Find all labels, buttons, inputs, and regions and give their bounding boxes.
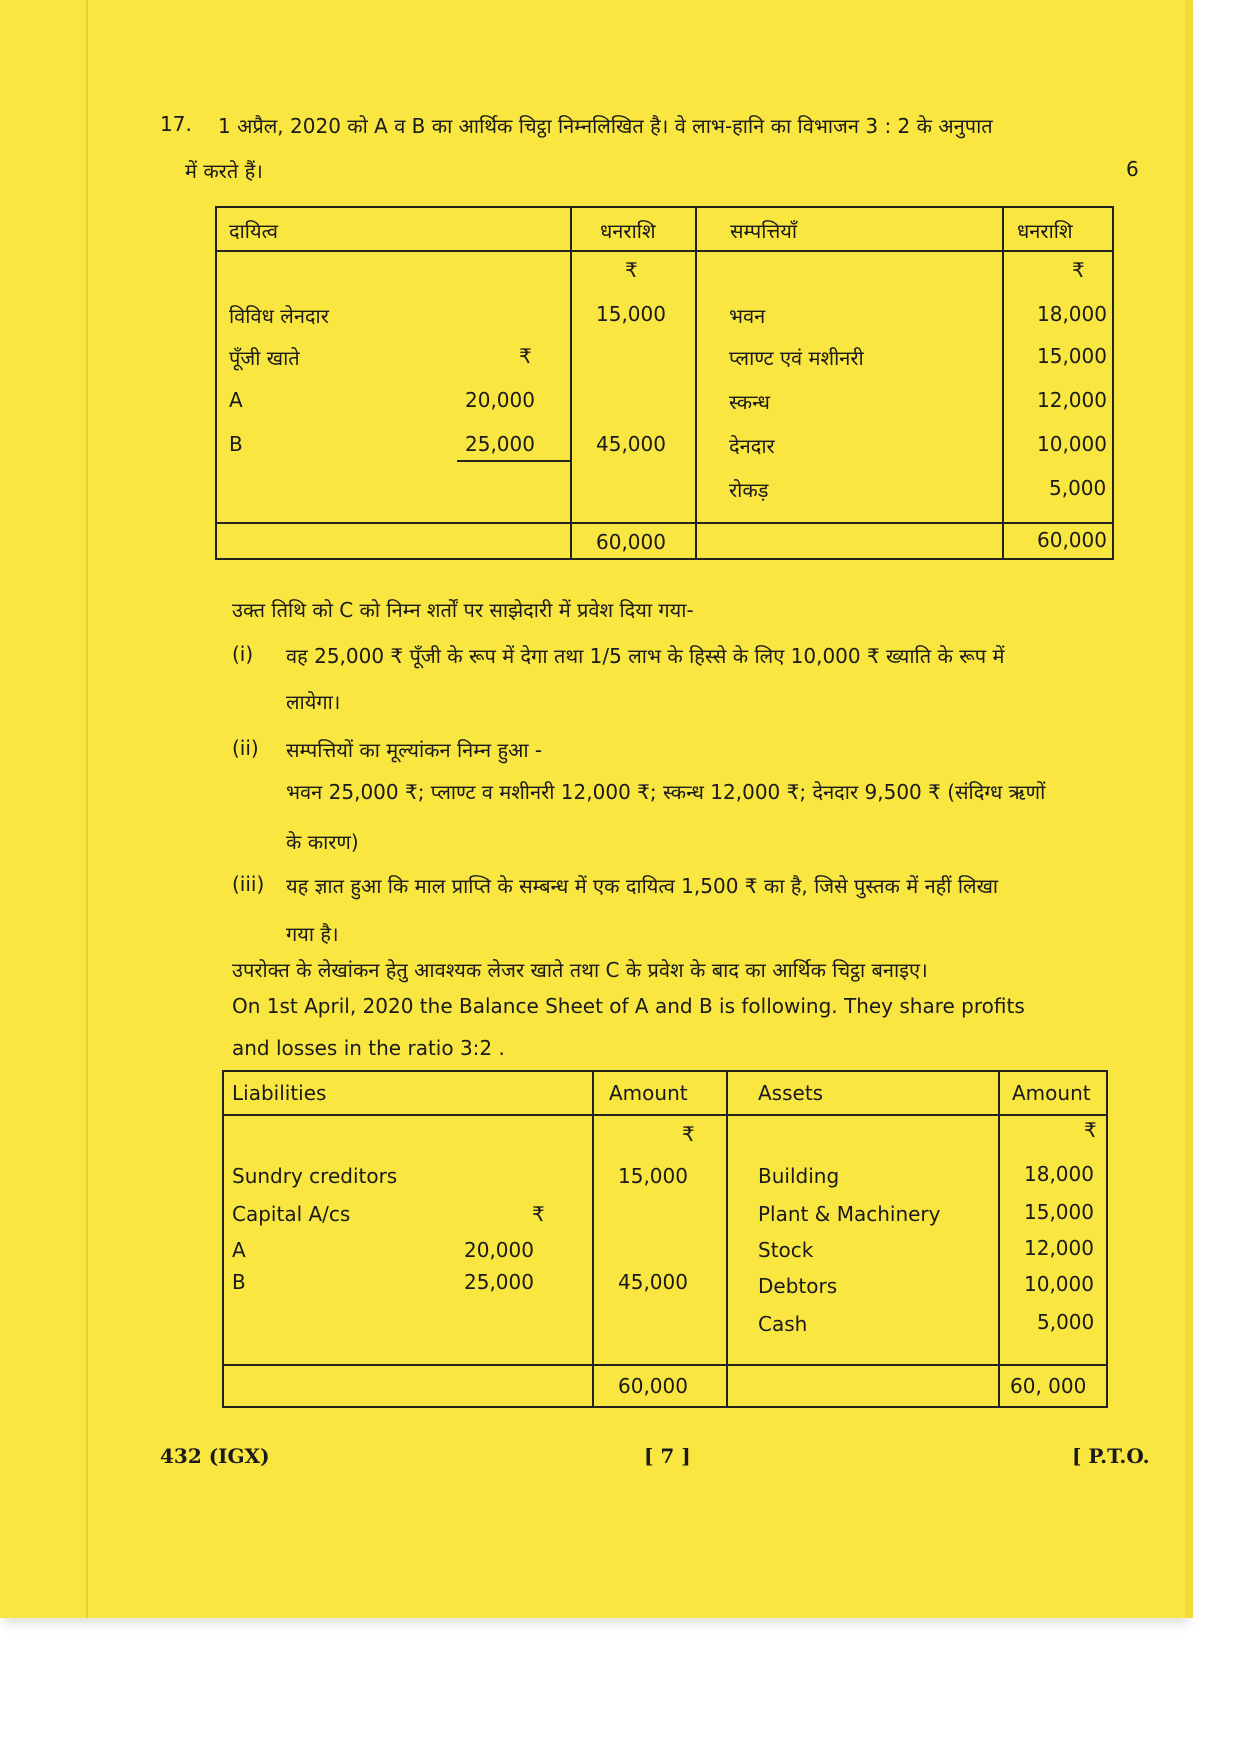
question-intro-hi-line2: में करते हैं। (185, 159, 263, 183)
asset-debtors-amount: 10,000 (1037, 432, 1107, 456)
asset-debtors-amount: 10,000 (1024, 1272, 1094, 1296)
capital-currency-symbol: ₹ (519, 344, 532, 368)
balance-sheet-english (222, 1070, 1108, 1408)
asset-building-label: Building (758, 1164, 840, 1188)
term-ii-line1: सम्पत्तियों का मूल्यांकन निम्न हुआ - (286, 738, 543, 762)
asset-building-amount: 18,000 (1024, 1162, 1094, 1186)
partner-a-amount: 20,000 (464, 1238, 534, 1262)
question-intro-hi-line1: 1 अप्रैल, 2020 को A व B का आर्थिक चिट्ठा निम्नलिखित है। वे लाभ-हानि का विभाजन 3 : 2 के अनुपात (218, 114, 993, 138)
total-liabilities: 60,000 (618, 1374, 688, 1398)
english-intro-line2: and losses in the ratio 3:2 . (232, 1036, 505, 1060)
amount2-currency-symbol: ₹ (1072, 258, 1085, 282)
asset-cash-amount: 5,000 (1049, 476, 1107, 500)
please-turn-over: [ P.T.O. (1072, 1444, 1150, 1468)
term-ii-line3: के कारण) (286, 830, 359, 854)
subtotal-underline (457, 460, 570, 462)
page-number: [ 7 ] (644, 1444, 691, 1468)
asset-plant-amount: 15,000 (1037, 344, 1107, 368)
partner-b-amount: 25,000 (464, 1270, 534, 1294)
term-i-line1: वह 25,000 ₹ पूँजी के रूप में देगा तथा 1/5 लाभ के हिस्से के लिए 10,000 ₹ ख्याति के रूप में (286, 644, 1005, 668)
term-iii-line1: यह ज्ञात हुआ कि माल प्राप्ति के सम्बन्ध में एक दायित्व 1,500 ₹ का है, जिसे पुस्तक में नहीं लिखा (286, 874, 999, 898)
header-amount: Amount (609, 1081, 688, 1105)
sundry-creditors-amount: 15,000 (596, 302, 666, 326)
asset-building-amount: 18,000 (1037, 302, 1107, 326)
total-liabilities: 60,000 (596, 530, 666, 554)
paper-fold-line (86, 0, 88, 1618)
amount-currency-symbol: ₹ (625, 258, 638, 282)
capital-accounts-label: पूँजी खाते (229, 346, 300, 370)
capital-accounts-label: Capital A/cs (232, 1202, 351, 1226)
asset-stock-amount: 12,000 (1037, 388, 1107, 412)
total-assets: 60,000 (1037, 528, 1107, 552)
paper-code: 432 (IGX) (160, 1444, 270, 1468)
partner-b-label: B (232, 1270, 246, 1294)
total-assets: 60, 000 (1010, 1374, 1087, 1398)
table-body-row (223, 1115, 1107, 1365)
term-iii-line2: गया है। (286, 922, 339, 946)
table-body-row (216, 251, 1113, 523)
balance-sheet-hindi (215, 206, 1114, 560)
asset-stock-label: स्कन्ध (729, 390, 770, 414)
asset-building-label: भवन (729, 304, 766, 328)
capital-total-amount: 45,000 (596, 432, 666, 456)
capital-currency-symbol: ₹ (532, 1202, 545, 1226)
term-i-label: (i) (232, 642, 254, 666)
table-header-row (223, 1071, 1107, 1115)
header-amount-2: धनराशि (1017, 219, 1073, 243)
partner-a-label: A (232, 1238, 246, 1262)
header-liabilities: दायित्व (229, 219, 278, 243)
header-liabilities: Liabilities (232, 1081, 327, 1105)
sundry-creditors-label: Sundry creditors (232, 1164, 398, 1188)
english-intro-line1: On 1st April, 2020 the Balance Sheet of A and B is following. They share profits (232, 994, 1025, 1018)
asset-plant-label: Plant & Machinery (758, 1202, 941, 1226)
term-ii-line2: भवन 25,000 ₹; प्लाण्ट व मशीनरी 12,000 ₹; स्कन्ध 12,000 ₹; देनदार 9,500 ₹ (संदिग्ध ऋणों (286, 780, 1046, 804)
capital-total-amount: 45,000 (618, 1270, 688, 1294)
question-number: 17. (160, 112, 192, 136)
asset-cash-amount: 5,000 (1037, 1310, 1095, 1334)
header-amount-2: Amount (1012, 1081, 1091, 1105)
sundry-creditors-label: विविध लेनदार (229, 304, 329, 328)
term-i-line2: लायेगा। (286, 690, 341, 714)
asset-stock-label: Stock (758, 1238, 814, 1262)
table-total-row (223, 1365, 1107, 1407)
partner-b-label: B (229, 432, 243, 456)
header-assets: सम्पत्तियाँ (730, 219, 798, 243)
question-marks: 6 (1126, 157, 1139, 181)
header-amount: धनराशि (600, 219, 656, 243)
partner-b-amount: 25,000 (465, 432, 535, 456)
partner-a-amount: 20,000 (465, 388, 535, 412)
term-ii-label: (ii) (232, 736, 259, 760)
admission-terms-intro: उक्त तिथि को C को निम्न शर्तों पर साझेदारी में प्रवेश दिया गया- (232, 598, 694, 622)
term-iii-label: (iii) (232, 872, 265, 896)
asset-debtors-label: देनदार (729, 434, 775, 458)
asset-cash-label: Cash (758, 1312, 808, 1336)
partner-a-label: A (229, 388, 243, 412)
asset-stock-amount: 12,000 (1024, 1236, 1094, 1260)
sundry-creditors-amount: 15,000 (618, 1164, 688, 1188)
table-header-row (216, 207, 1113, 251)
amount2-currency-symbol: ₹ (1084, 1118, 1097, 1142)
amount-currency-symbol: ₹ (682, 1122, 695, 1146)
asset-plant-amount: 15,000 (1024, 1200, 1094, 1224)
paper-edge (1185, 0, 1193, 1618)
asset-debtors-label: Debtors (758, 1274, 838, 1298)
asset-cash-label: रोकड़ (729, 478, 769, 502)
asset-plant-label: प्लाण्ट एवं मशीनरी (729, 346, 864, 370)
header-assets: Assets (758, 1081, 824, 1105)
instruction-hindi: उपरोक्त के लेखांकन हेतु आवश्यक लेजर खाते तथा C के प्रवेश के बाद का आर्थिक चिट्ठा बनाइए। (232, 958, 928, 982)
table-total-row (216, 523, 1113, 559)
